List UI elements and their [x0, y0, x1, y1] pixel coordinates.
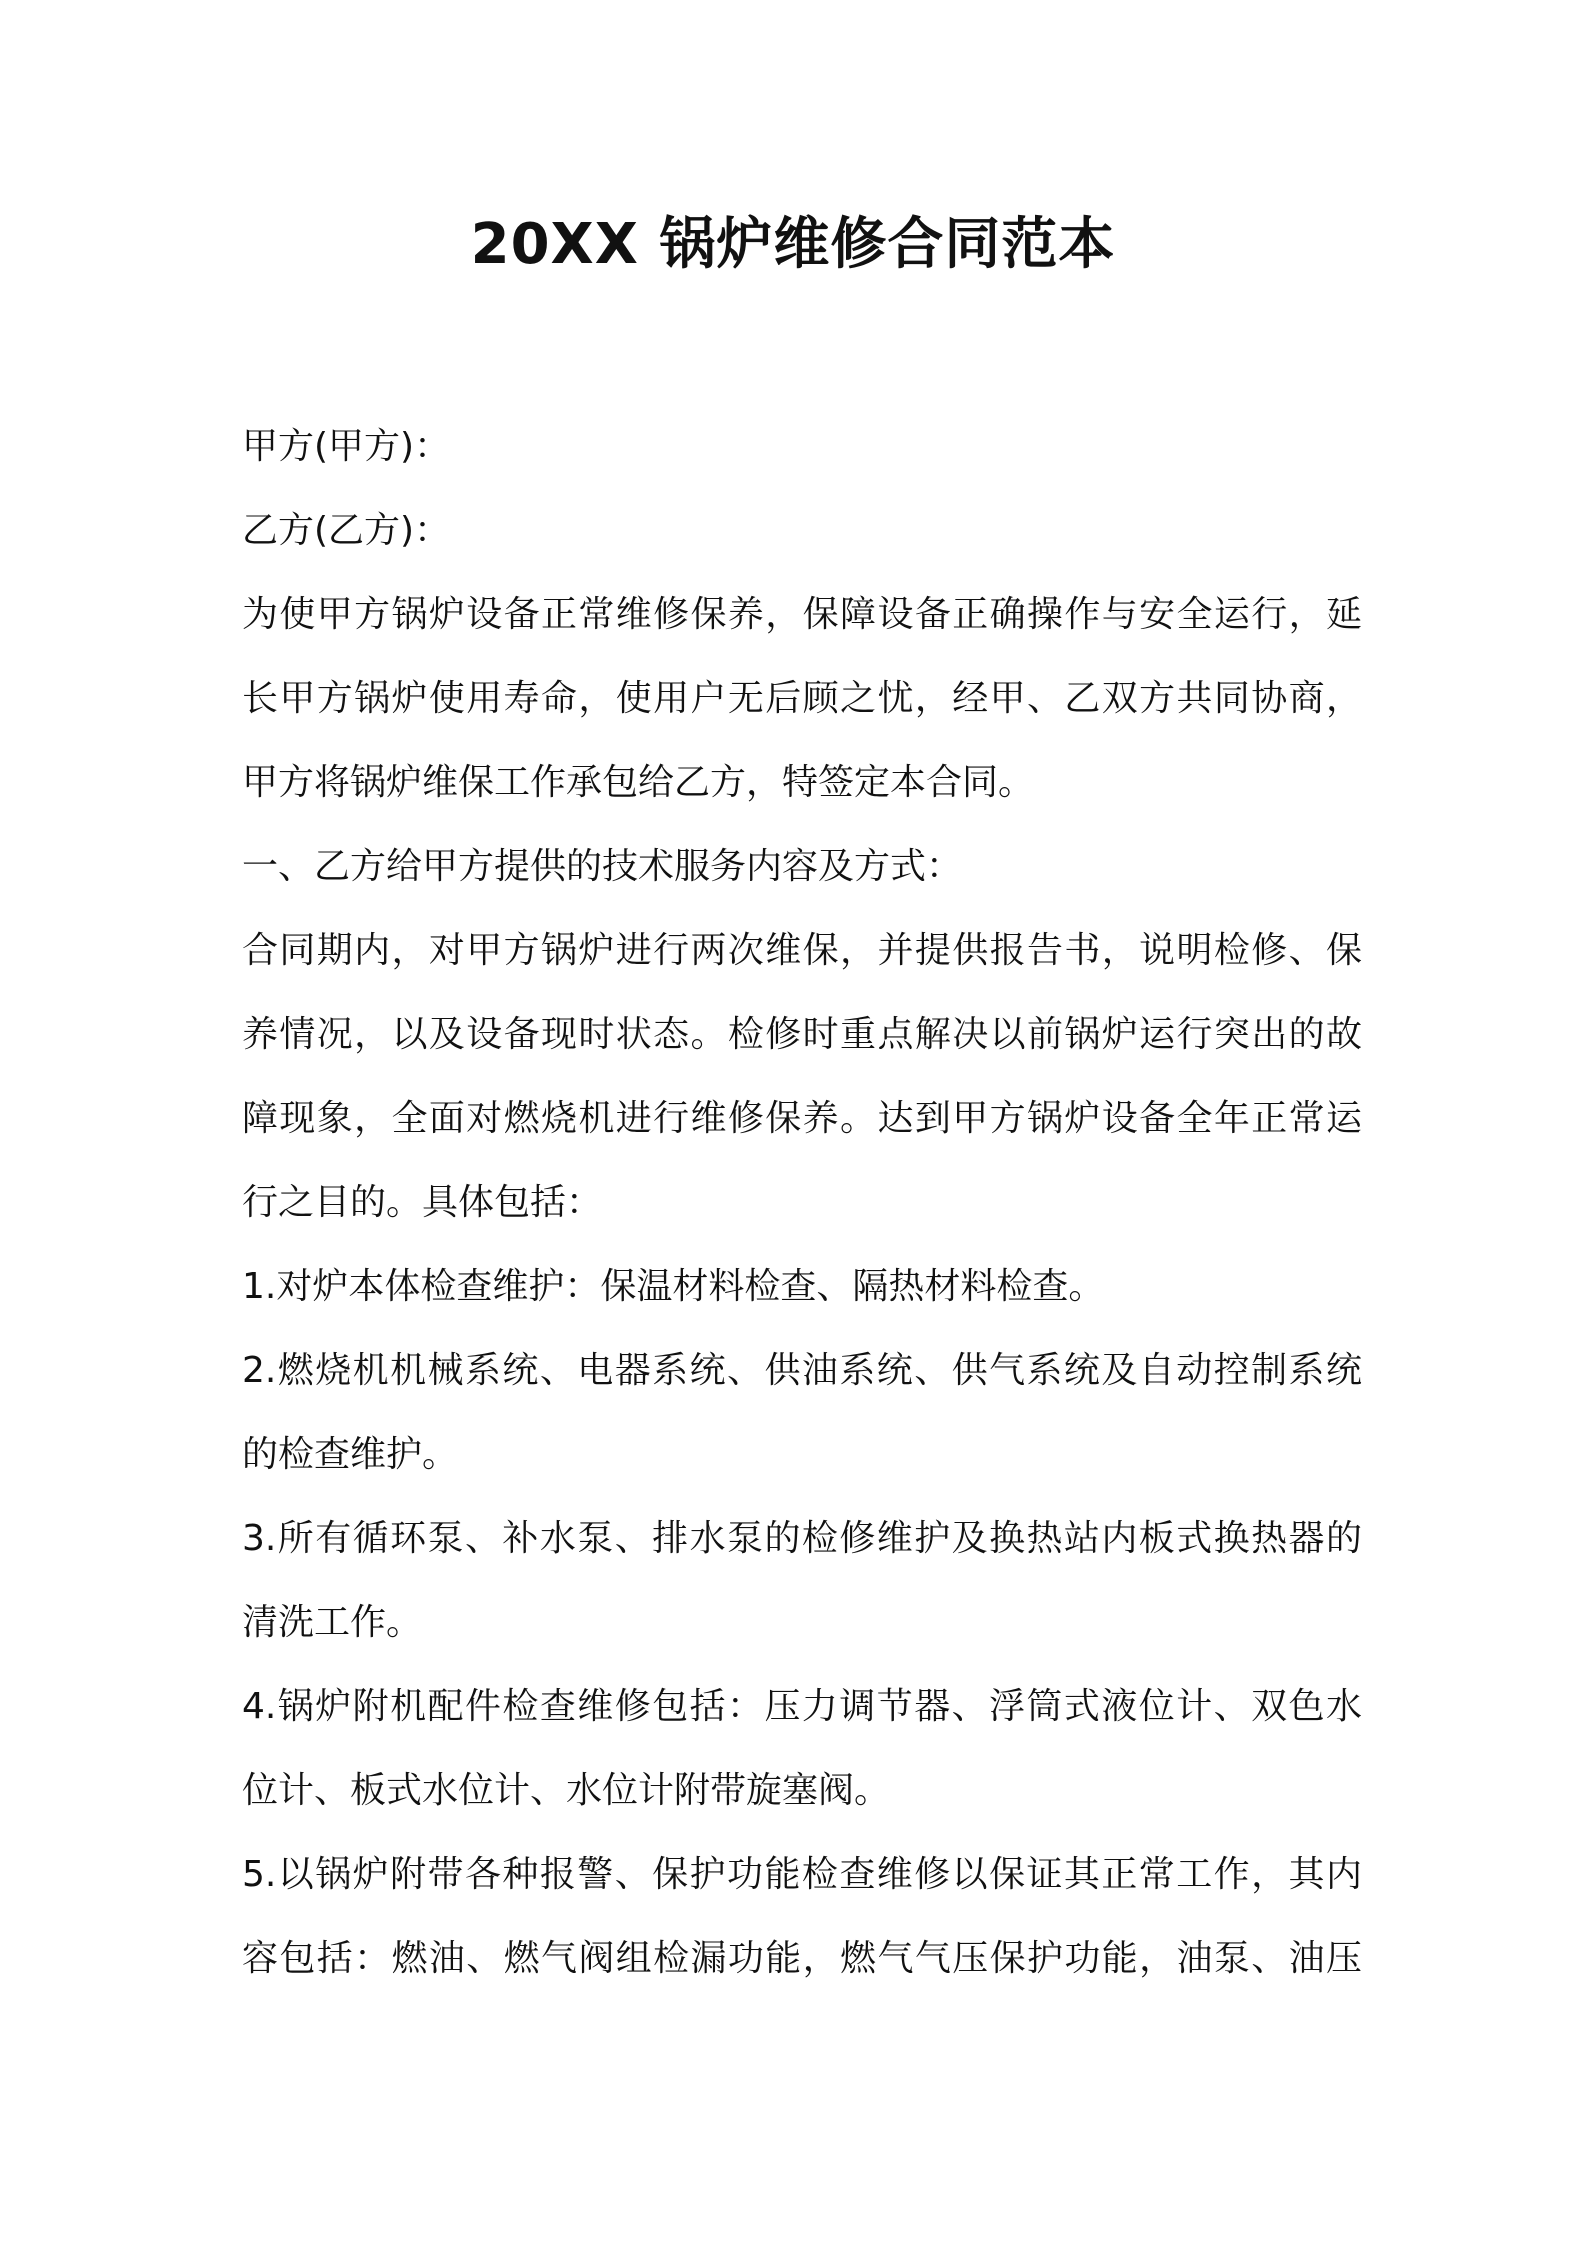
text-line: 清洗工作。 — [242, 1602, 423, 1643]
text-line: 一、乙方给甲方提供的技术服务内容及方式： — [242, 846, 963, 887]
text-line: 长甲方锅炉使用寿命，使用户无后顾之忧，经甲、乙双方共同协商， — [242, 678, 1362, 719]
document-body — [242, 405, 1362, 2001]
text-line: 1.对炉本体检查维护：保温材料检查、隔热材料检查。 — [242, 1266, 1105, 1307]
text-line: 位计、板式水位计、水位计附带旋塞阀。 — [242, 1770, 891, 1811]
text-line: 甲方将锅炉维保工作承包给乙方，特签定本合同。 — [242, 762, 1035, 803]
text-line: 容包括：燃油、燃气阀组检漏功能，燃气气压保护功能，油泵、油压 — [242, 1938, 1362, 1979]
text-line: 甲方(甲方)： — [242, 426, 451, 467]
text-line: 行之目的。具体包括： — [242, 1182, 603, 1223]
text-line: 障现象，全面对燃烧机进行维修保养。达到甲方锅炉设备全年正常运 — [242, 1098, 1362, 1139]
text-line: 养情况，以及设备现时状态。检修时重点解决以前锅炉运行突出的故 — [242, 1014, 1362, 1055]
text-line: 合同期内，对甲方锅炉进行两次维保，并提供报告书，说明检修、保 — [242, 930, 1362, 971]
document-title: 20XX 锅炉维修合同范本 — [470, 212, 1116, 277]
text-line: 为使甲方锅炉设备正常维修保养，保障设备正确操作与安全运行，延 — [242, 594, 1362, 635]
text-line: 5.以锅炉附带各种报警、保护功能检查维修以保证其正常工作，其内 — [242, 1854, 1362, 1895]
text-line: 2.燃烧机机械系统、电器系统、供油系统、供气系统及自动控制系统 — [242, 1350, 1362, 1391]
text-line: 4.锅炉附机配件检查维修包括：压力调节器、浮筒式液位计、双色水 — [242, 1686, 1362, 1727]
text-line: 3.所有循环泵、补水泵、排水泵的检修维护及换热站内板式换热器的 — [242, 1518, 1362, 1559]
text-line: 乙方(乙方)： — [242, 510, 451, 551]
text-line: 的检查维护。 — [242, 1434, 459, 1475]
